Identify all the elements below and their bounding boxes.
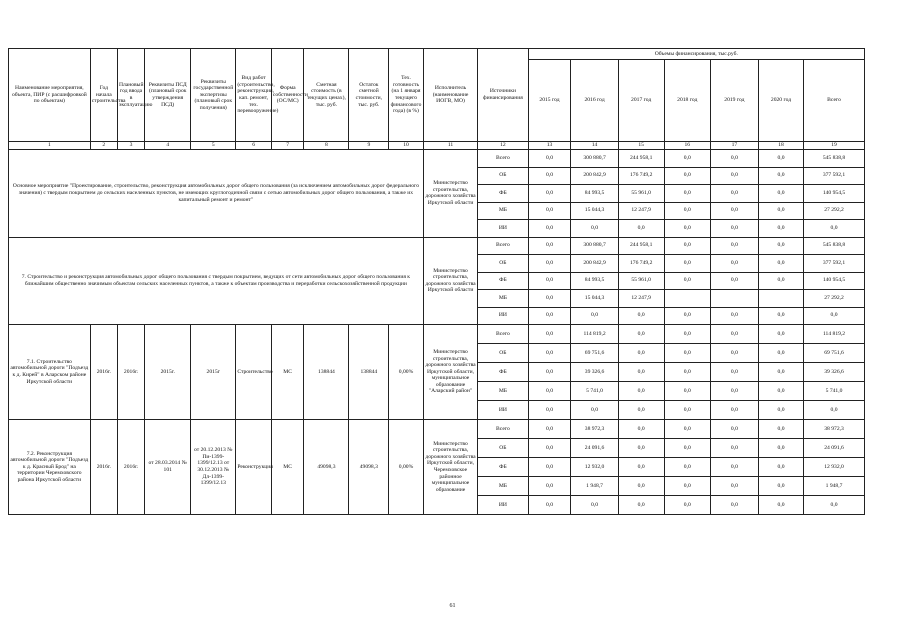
funding-group-header: Объемы финансирования, тыс.руб. <box>528 49 864 60</box>
funding-source: ОБ <box>478 255 528 273</box>
year-header-2: 2017 год <box>618 60 664 142</box>
funding-source: МБ <box>478 290 528 308</box>
psd-details: 2015г. <box>145 325 191 420</box>
year-value: 0,0 <box>759 272 804 290</box>
year-value: 0,0 <box>618 458 664 477</box>
total-value: 377 592,1 <box>804 167 865 185</box>
header-col-2: Год начала строительства <box>90 49 117 142</box>
year-value: 0,0 <box>528 477 571 496</box>
year-header-5: 2020 год <box>759 60 804 142</box>
column-index: 5 <box>191 142 236 150</box>
year-value: 0,0 <box>759 401 804 420</box>
funding-source: ОБ <box>478 344 528 363</box>
total-value: 1 948,7 <box>804 477 865 496</box>
year-value: 0,0 <box>528 496 571 515</box>
year-value: 244 958,1 <box>618 150 664 168</box>
table-row <box>9 420 865 439</box>
column-index: 8 <box>304 142 349 150</box>
year-header-3: 2018 год <box>664 60 710 142</box>
year-value: 84 993,5 <box>571 272 618 290</box>
total-value: 12 932,0 <box>804 458 865 477</box>
year-value: 15 044,3 <box>571 202 618 220</box>
readiness: 0,00% <box>389 325 424 420</box>
year-value <box>664 290 710 308</box>
year-value: 0,0 <box>759 363 804 382</box>
funding-source: Всего <box>478 150 528 168</box>
year-value: 0,0 <box>618 477 664 496</box>
year-value: 38 972,3 <box>571 420 618 439</box>
year-value: 0,0 <box>528 290 571 308</box>
header-col-10: Тех. готовность (на 1 января текущего финансового года) (в %) <box>389 49 424 142</box>
ownership: МС <box>271 420 303 515</box>
year-value: 0,0 <box>664 496 710 515</box>
year-value: 0,0 <box>710 307 758 325</box>
header-col-6: Вид работ (строительство, реконструкция, кап. ремонт, тех. перевооружение) <box>236 49 272 142</box>
table-row <box>9 150 865 168</box>
year-value: 0,0 <box>710 167 758 185</box>
year-value: 0,0 <box>710 496 758 515</box>
year-value: 0,0 <box>759 496 804 515</box>
object-name: 7.2. Реконструкция автомобильной дороги "Подъезд к д. Красный Брод" на территории Черемховского района Иркутской области <box>9 420 91 515</box>
column-index: 16 <box>664 142 710 150</box>
executor: Министерство строительства, дорожного хозяйства Иркутской области, муниципальное образование "Аларский район" <box>423 325 477 420</box>
column-index: 7 <box>271 142 303 150</box>
year-value: 0,0 <box>618 382 664 401</box>
total-value: 39 326,6 <box>804 363 865 382</box>
funding-source: Всего <box>478 237 528 255</box>
year-value: 0,0 <box>664 237 710 255</box>
year-value: 0,0 <box>618 363 664 382</box>
total-value: 5 741,0 <box>804 382 865 401</box>
funding-source: ФБ <box>478 185 528 203</box>
year-value: 0,0 <box>528 150 571 168</box>
year-value: 0,0 <box>528 325 571 344</box>
total-value: 24 091,6 <box>804 439 865 458</box>
year-value: 0,0 <box>528 458 571 477</box>
funding-source: ФБ <box>478 363 528 382</box>
year-value: 0,0 <box>528 439 571 458</box>
year-value <box>759 290 804 308</box>
year-value: 0,0 <box>664 202 710 220</box>
year-value: 15 044,3 <box>571 290 618 308</box>
year-value: 0,0 <box>528 272 571 290</box>
year-value: 0,0 <box>571 496 618 515</box>
total-value: 0,0 <box>804 401 865 420</box>
executor: Министерство строительства, дорожного хозяйства Иркутской области <box>423 150 477 238</box>
year-value: 176 749,2 <box>618 167 664 185</box>
work-type: Строительство <box>236 325 272 420</box>
year-value: 0,0 <box>664 477 710 496</box>
year-header-4: 2019 год <box>710 60 758 142</box>
year-value: 0,0 <box>571 220 618 238</box>
column-index: 6 <box>236 142 272 150</box>
readiness: 0,00% <box>389 420 424 515</box>
year-value: 24 091,6 <box>571 439 618 458</box>
year-value: 0,0 <box>759 150 804 168</box>
total-value: 140 954,5 <box>804 272 865 290</box>
year-value: 0,0 <box>664 272 710 290</box>
column-index: 17 <box>710 142 758 150</box>
year-value: 0,0 <box>528 420 571 439</box>
funding-source: МБ <box>478 477 528 496</box>
funding-source: МБ <box>478 382 528 401</box>
remaining-cost: 49098,3 <box>349 420 389 515</box>
total-value: 38 972,3 <box>804 420 865 439</box>
year-header-1: 2016 год <box>571 60 618 142</box>
column-index: 13 <box>528 142 571 150</box>
total-value: 545 838,8 <box>804 237 865 255</box>
year-value: 0,0 <box>618 344 664 363</box>
header-col-5: Реквизиты государственной экспертизы (плановый срок получения) <box>191 49 236 142</box>
activity-name: Основное мероприятие "Проектирование, строительство, реконструкция автомобильных дорог общего пользования (за исключением автомобильных дорог федерального значения) с твердым покрытием до сельских населенных пунктов, не имеющих круглогодичной связи с сетью автомобильных дорог общего пользования, а также их капитальный ремонт и ремонт" <box>9 150 424 238</box>
year-value: 0,0 <box>618 307 664 325</box>
year-value: 0,0 <box>528 167 571 185</box>
year-value: 0,0 <box>759 237 804 255</box>
year-value: 244 958,1 <box>618 237 664 255</box>
year-value: 0,0 <box>759 439 804 458</box>
year-value: 84 993,5 <box>571 185 618 203</box>
expertise-details: 2015г <box>191 325 236 420</box>
year-value: 0,0 <box>710 237 758 255</box>
header-col-9: Остаток сметной стоимости, тыс. руб. <box>349 49 389 142</box>
header-col-1: Наименование мероприятия, объекта, ПИР (с расшифровкой по объектам) <box>9 49 91 142</box>
year-value: 0,0 <box>528 363 571 382</box>
funding-source: ОБ <box>478 167 528 185</box>
year-value: 0,0 <box>664 401 710 420</box>
year-value: 0,0 <box>710 150 758 168</box>
year-value: 0,0 <box>528 202 571 220</box>
funding-source: МБ <box>478 202 528 220</box>
remaining-cost: 138844 <box>349 325 389 420</box>
year-value: 0,0 <box>528 382 571 401</box>
year-value: 0,0 <box>528 237 571 255</box>
year-value: 0,0 <box>710 363 758 382</box>
header-col-8: Сметная стоимость (в текущих ценах), тыс. руб. <box>304 49 349 142</box>
year-value: 12 247,9 <box>618 290 664 308</box>
year-value: 0,0 <box>710 401 758 420</box>
total-value: 114 819,2 <box>804 325 865 344</box>
year-value: 55 961,0 <box>618 272 664 290</box>
column-index: 18 <box>759 142 804 150</box>
year-value: 0,0 <box>618 220 664 238</box>
year-value: 0,0 <box>759 344 804 363</box>
year-value: 0,0 <box>618 325 664 344</box>
header-col-3: Плановый год ввода в эксплуатацию <box>117 49 144 142</box>
year-value: 0,0 <box>618 439 664 458</box>
year-value <box>710 290 758 308</box>
year-value: 0,0 <box>664 185 710 203</box>
funding-source: Всего <box>478 325 528 344</box>
total-value: 140 954,5 <box>804 185 865 203</box>
year-value: 55 961,0 <box>618 185 664 203</box>
year-value: 0,0 <box>710 382 758 401</box>
year-value: 0,0 <box>710 439 758 458</box>
total-header: Всего <box>804 60 865 142</box>
column-index: 11 <box>423 142 477 150</box>
column-index: 1 <box>9 142 91 150</box>
funding-source: ФБ <box>478 458 528 477</box>
year-value: 0,0 <box>664 167 710 185</box>
year-value: 0,0 <box>664 363 710 382</box>
year-value: 0,0 <box>759 325 804 344</box>
year-value: 0,0 <box>571 401 618 420</box>
year-value: 0,0 <box>528 401 571 420</box>
work-type: Реконструкция <box>236 420 272 515</box>
year-value: 0,0 <box>710 185 758 203</box>
year-value: 12 932,0 <box>571 458 618 477</box>
total-value: 0,0 <box>804 220 865 238</box>
estimated-cost: 49098,3 <box>304 420 349 515</box>
column-index: 9 <box>349 142 389 150</box>
year-value: 0,0 <box>664 325 710 344</box>
column-index: 19 <box>804 142 865 150</box>
executor: Министерство строительства, дорожного хозяйства Иркутской области, Черемховское районное муниципальное образование <box>423 420 477 515</box>
year-value: 1 948,7 <box>571 477 618 496</box>
year-value: 0,0 <box>710 220 758 238</box>
start-year: 2016г. <box>90 420 117 515</box>
year-value: 0,0 <box>759 382 804 401</box>
column-index: 4 <box>145 142 191 150</box>
total-value: 0,0 <box>804 496 865 515</box>
column-index: 12 <box>478 142 528 150</box>
header-col-4: Реквизиты ПСД (плановый срок утверждения ПСД) <box>145 49 191 142</box>
funding-source: ИИ <box>478 401 528 420</box>
funding-source: ОБ <box>478 439 528 458</box>
year-value: 0,0 <box>759 185 804 203</box>
year-value: 0,0 <box>664 150 710 168</box>
year-value: 176 749,2 <box>618 255 664 273</box>
year-value: 0,0 <box>664 344 710 363</box>
header-col-7: Форма собственности (ОС/МС) <box>271 49 303 142</box>
year-value: 0,0 <box>759 477 804 496</box>
estimated-cost: 138844 <box>304 325 349 420</box>
year-value: 0,0 <box>759 220 804 238</box>
year-value: 0,0 <box>710 255 758 273</box>
funding-source: ИИ <box>478 496 528 515</box>
column-index: 14 <box>571 142 618 150</box>
year-value: 69 751,6 <box>571 344 618 363</box>
year-value: 0,0 <box>528 344 571 363</box>
year-value: 114 819,2 <box>571 325 618 344</box>
psd-details: от 28.03.2014 № 101 <box>145 420 191 515</box>
executor: Министерство строительства, дорожного хозяйства Иркутской области <box>423 237 477 325</box>
year-value: 0,0 <box>528 307 571 325</box>
column-index: 3 <box>117 142 144 150</box>
year-value: 0,0 <box>528 185 571 203</box>
year-value: 12 247,9 <box>618 202 664 220</box>
year-value: 0,0 <box>710 325 758 344</box>
total-value: 545 838,8 <box>804 150 865 168</box>
start-year: 2016г. <box>90 325 117 420</box>
year-value: 0,0 <box>618 420 664 439</box>
funding-source: ИИ <box>478 220 528 238</box>
total-value: 0,0 <box>804 307 865 325</box>
year-value: 0,0 <box>664 458 710 477</box>
header-col-11: Исполнитель (наименование ИОГВ, МО) <box>423 49 477 142</box>
column-index: 10 <box>389 142 424 150</box>
table-row <box>9 237 865 255</box>
year-value: 0,0 <box>710 477 758 496</box>
year-value: 0,0 <box>664 439 710 458</box>
year-value: 0,0 <box>759 458 804 477</box>
year-value: 0,0 <box>618 496 664 515</box>
year-value: 0,0 <box>664 420 710 439</box>
funding-source: ФБ <box>478 272 528 290</box>
total-value: 27 292,2 <box>804 202 865 220</box>
year-value: 0,0 <box>759 255 804 273</box>
year-value: 0,0 <box>664 307 710 325</box>
year-value: 0,0 <box>710 202 758 220</box>
year-value: 0,0 <box>571 307 618 325</box>
year-value: 0,0 <box>759 167 804 185</box>
year-value: 0,0 <box>710 458 758 477</box>
year-value: 0,0 <box>528 220 571 238</box>
year-value: 39 326,6 <box>571 363 618 382</box>
year-value: 0,0 <box>710 272 758 290</box>
column-index: 15 <box>618 142 664 150</box>
year-value: 0,0 <box>618 401 664 420</box>
funding-source: Всего <box>478 420 528 439</box>
funding-source: ИИ <box>478 307 528 325</box>
commission-year: 2016г. <box>117 325 144 420</box>
object-name: 7.1. Строительство автомобильной дороги "Подъезд к д. Кирей" в Аларском районе Иркутской области <box>9 325 91 420</box>
year-value: 0,0 <box>664 255 710 273</box>
year-value: 200 842,9 <box>571 255 618 273</box>
year-value: 300 880,7 <box>571 150 618 168</box>
page-number: 61 <box>449 603 456 609</box>
year-value: 200 842,9 <box>571 167 618 185</box>
year-header-0: 2015 год <box>528 60 571 142</box>
column-index: 2 <box>90 142 117 150</box>
expertise-details: от 20.12.2013 № Пи-1399-1399/12.13 от 30.12.2013 № Дл-1399-1399/12.13 <box>191 420 236 515</box>
financing-table <box>8 48 865 515</box>
activity-name: 7. Строительство и реконструкция автомобильных дорог общего пользования с твердым покрытием, ведущих от сети автомобильных дорог общего пользования к ближайшим общественно значимым объектам сельских населенных пунктов, а также к объектам производства и переработки сельскохозяйственной продукции <box>9 237 424 325</box>
year-value: 0,0 <box>664 382 710 401</box>
year-value: 0,0 <box>759 202 804 220</box>
total-value: 69 751,6 <box>804 344 865 363</box>
total-value: 27 292,2 <box>804 290 865 308</box>
total-value: 377 592,1 <box>804 255 865 273</box>
year-value: 0,0 <box>759 307 804 325</box>
year-value: 0,0 <box>528 255 571 273</box>
commission-year: 2016г. <box>117 420 144 515</box>
year-value: 0,0 <box>710 344 758 363</box>
year-value: 0,0 <box>710 420 758 439</box>
header-col-12: Источники финансирования <box>478 49 528 142</box>
year-value: 0,0 <box>759 420 804 439</box>
ownership: МС <box>271 325 303 420</box>
year-value: 5 741,0 <box>571 382 618 401</box>
year-value: 0,0 <box>664 220 710 238</box>
year-value: 300 880,7 <box>571 237 618 255</box>
table-row <box>9 325 865 344</box>
